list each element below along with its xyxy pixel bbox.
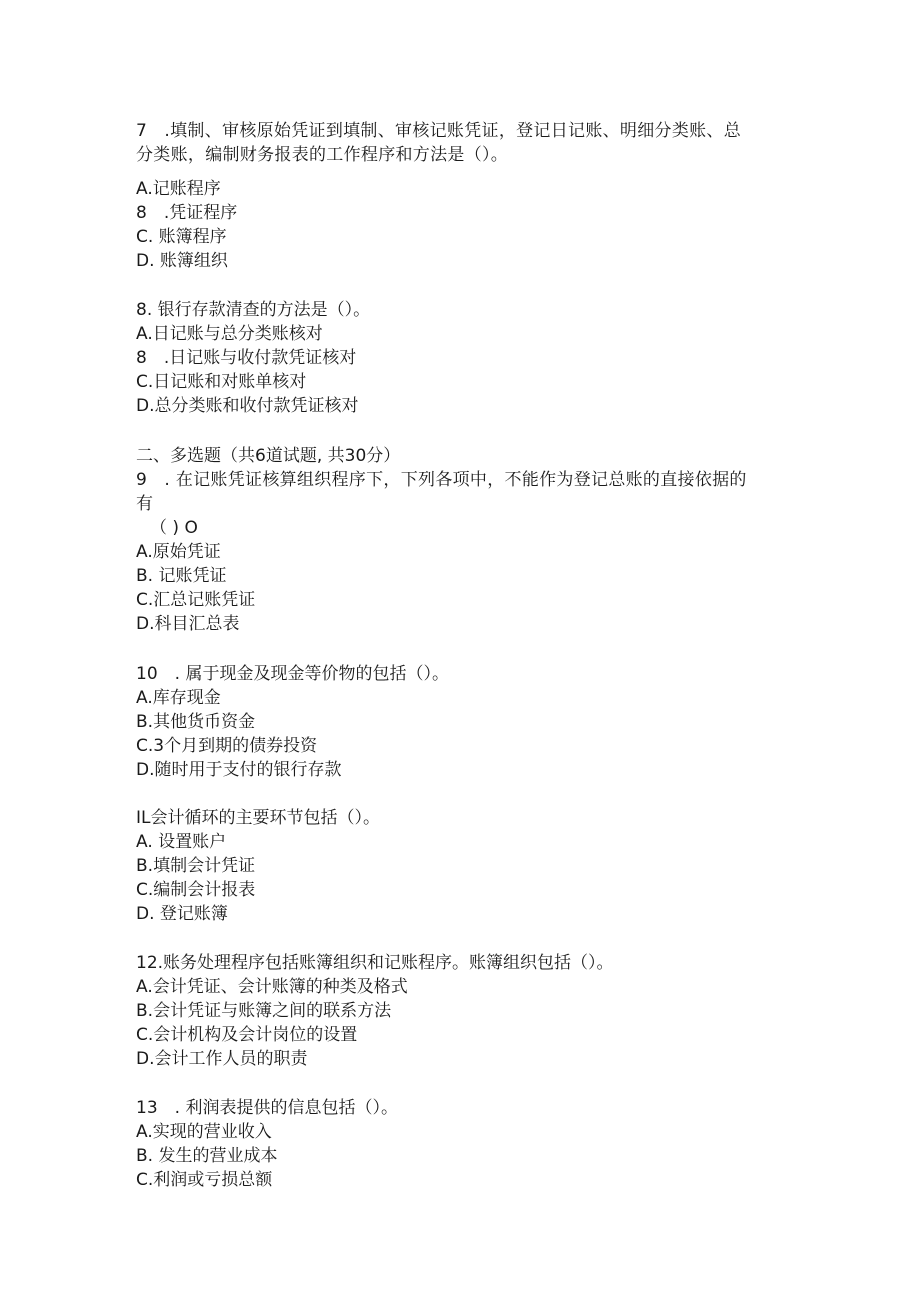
question-stem: 8. 银行存款清查的方法是（）。 bbox=[136, 300, 371, 320]
question-9-stem: （ ) O bbox=[150, 518, 198, 538]
option-c: C.日记账和对账单核对 bbox=[136, 372, 307, 392]
section-heading: 二、多选题（共6道试题, 共30分） bbox=[136, 446, 401, 466]
option-a: A.实现的营业收入 bbox=[136, 1122, 272, 1142]
option-d: D.会计工作人员的职责 bbox=[136, 1049, 308, 1069]
question-stem: 7 .填制、审核原始凭证到填制、审核记账凭证，登记日记账、明细分类账、总 bbox=[136, 121, 742, 141]
question-10 bbox=[136, 662, 786, 782]
question-7 bbox=[136, 119, 786, 273]
option-c: C.3个月到期的债券投资 bbox=[136, 736, 318, 756]
option-a: A.记账程序 bbox=[136, 179, 221, 199]
option-d: D. 登记账簿 bbox=[136, 904, 228, 924]
option-b: B. 发生的营业成本 bbox=[136, 1146, 278, 1166]
section-multi-choice bbox=[136, 444, 786, 636]
question-stem: 13 . 利润表提供的信息包括（）。 bbox=[136, 1098, 398, 1118]
question-stem: IL会计循环的主要环节包括（）。 bbox=[136, 808, 380, 828]
option-c: C.会计机构及会计岗位的设置 bbox=[136, 1025, 358, 1045]
question-9-stem: 9 . 在记账凭证核算组织程序下，下列各项中，不能作为登记总账的直接依据的 bbox=[136, 470, 747, 490]
question-12 bbox=[136, 951, 786, 1071]
question-8 bbox=[136, 298, 786, 418]
option-d: D.科目汇总表 bbox=[136, 614, 240, 634]
option-b: B.其他货币资金 bbox=[136, 712, 256, 732]
option-b: 8 .凭证程序 bbox=[136, 203, 238, 223]
question-stem: 10 . 属于现金及现金等价物的包括（）。 bbox=[136, 664, 449, 684]
option-b: B.会计凭证与账簿之间的联系方法 bbox=[136, 1001, 392, 1021]
option-a: A. 设置账户 bbox=[136, 832, 227, 852]
option-a: A.日记账与总分类账核对 bbox=[136, 324, 323, 344]
option-c: C.编制会计报表 bbox=[136, 880, 256, 900]
option-d: D.随时用于支付的银行存款 bbox=[136, 760, 342, 780]
option-c: C. 账簿程序 bbox=[136, 227, 227, 247]
question-9-stem: 有 bbox=[136, 494, 153, 514]
option-b: B. 记账凭证 bbox=[136, 566, 227, 586]
option-d: D. 账簿组织 bbox=[136, 251, 228, 271]
question-11 bbox=[136, 806, 786, 926]
question-stem: 分类账，编制财务报表的工作程序和方法是（）。 bbox=[136, 145, 509, 165]
option-a: A.原始凭证 bbox=[136, 542, 221, 562]
option-d: D.总分类账和收付款凭证核对 bbox=[136, 396, 359, 416]
option-b: B.填制会计凭证 bbox=[136, 856, 256, 876]
option-c: C.汇总记账凭证 bbox=[136, 590, 256, 610]
option-c: C.利润或亏损总额 bbox=[136, 1170, 273, 1190]
question-13 bbox=[136, 1096, 786, 1192]
option-a: A.会计凭证、会计账簿的种类及格式 bbox=[136, 977, 408, 997]
option-a: A.库存现金 bbox=[136, 688, 221, 708]
option-b: 8 .日记账与收付款凭证核对 bbox=[136, 348, 357, 368]
question-stem: 12.账务处理程序包括账簿组织和记账程序。账簿组织包括（）。 bbox=[136, 953, 614, 973]
